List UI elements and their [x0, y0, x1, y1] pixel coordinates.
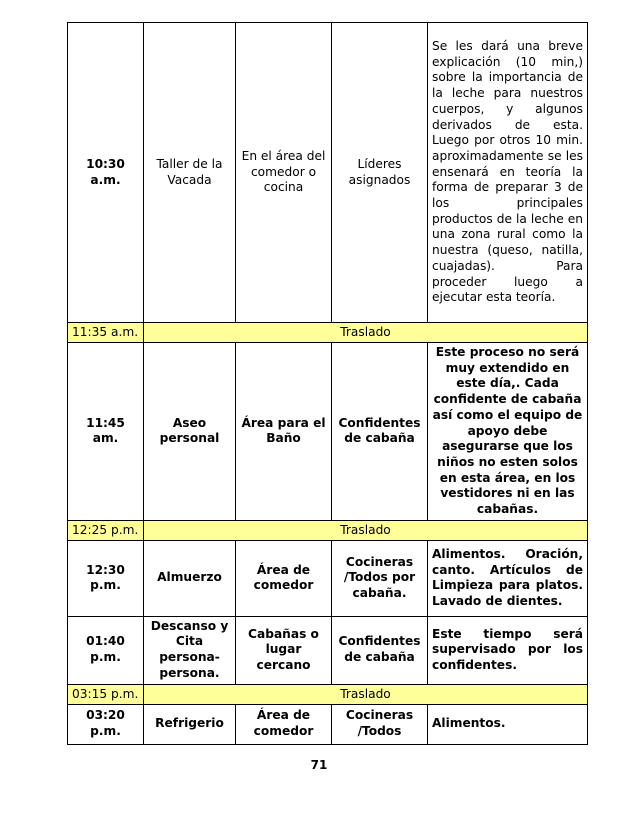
- time-cell: 03:20 p.m.: [68, 704, 144, 744]
- description-cell: Alimentos. Oración, canto. Artículos de Limpieza para platos. Lavado de dientes.: [428, 540, 588, 616]
- transfer-label: Traslado: [144, 684, 588, 704]
- time-cell: 12:30 p.m.: [68, 540, 144, 616]
- activity-cell: Refrigerio: [144, 704, 236, 744]
- transfer-time: 12:25 p.m.: [68, 520, 144, 540]
- transfer-label: Traslado: [144, 520, 588, 540]
- transfer-time: 03:15 p.m.: [68, 684, 144, 704]
- place-cell: Área de comedor: [236, 540, 332, 616]
- transfer-row: [68, 323, 588, 343]
- description-cell: Alimentos.: [428, 704, 588, 744]
- description-cell: Este proceso no será muy extendido en este día,. Cada confidente de cabaña así como el equipo de apoyo debe asegurarse que los niños no esten solos en esta área, en los vestidores ni en las cabañas.: [428, 343, 588, 521]
- responsible-cell: Confidentes de cabaña: [332, 343, 428, 521]
- place-cell: Área de comedor: [236, 704, 332, 744]
- activity-cell: Descanso y Cita persona-persona.: [144, 616, 236, 684]
- responsible-cell: Cocineras /Todos por cabaña.: [332, 540, 428, 616]
- time-cell: 10:30 a.m.: [68, 23, 144, 323]
- time-cell: 01:40 p.m.: [68, 616, 144, 684]
- schedule-table: [67, 22, 588, 745]
- responsible-cell: Confidentes de cabaña: [332, 616, 428, 684]
- responsible-cell: Cocineras /Todos: [332, 704, 428, 744]
- transfer-label: Traslado: [144, 323, 588, 343]
- place-cell: Cabañas o lugar cercano: [236, 616, 332, 684]
- schedule-row: [68, 704, 588, 744]
- schedule-row: [68, 540, 588, 616]
- schedule-row: [68, 23, 588, 323]
- activity-cell: Almuerzo: [144, 540, 236, 616]
- time-cell: 11:45 am.: [68, 343, 144, 521]
- schedule-row: [68, 343, 588, 521]
- description-cell: Este tiempo será supervisado por los confidentes.: [428, 616, 588, 684]
- page-number: 71: [310, 758, 328, 772]
- place-cell: En el área del comedor o cocina: [236, 23, 332, 323]
- activity-cell: Taller de la Vacada: [144, 23, 236, 323]
- place-cell: Área para el Baño: [236, 343, 332, 521]
- transfer-row: [68, 684, 588, 704]
- responsible-cell: Líderes asignados: [332, 23, 428, 323]
- description-cell: Se les dará una breve explicación (10 min,) sobre la importancia de la leche para nuestros cuerpos, y algunos derivados de esta. Luego por otros 10 min. aproximadamente se les ensenará en teoría la forma de preparar 3 de los principales productos de la leche en una zona rural como la nuestra (queso, natilla, cuajadas). Para proceder luego a ejecutar esta teoría.: [428, 23, 588, 323]
- transfer-row: [68, 520, 588, 540]
- activity-cell: Aseo personal: [144, 343, 236, 521]
- schedule-row: [68, 616, 588, 684]
- transfer-time: 11:35 a.m.: [68, 323, 144, 343]
